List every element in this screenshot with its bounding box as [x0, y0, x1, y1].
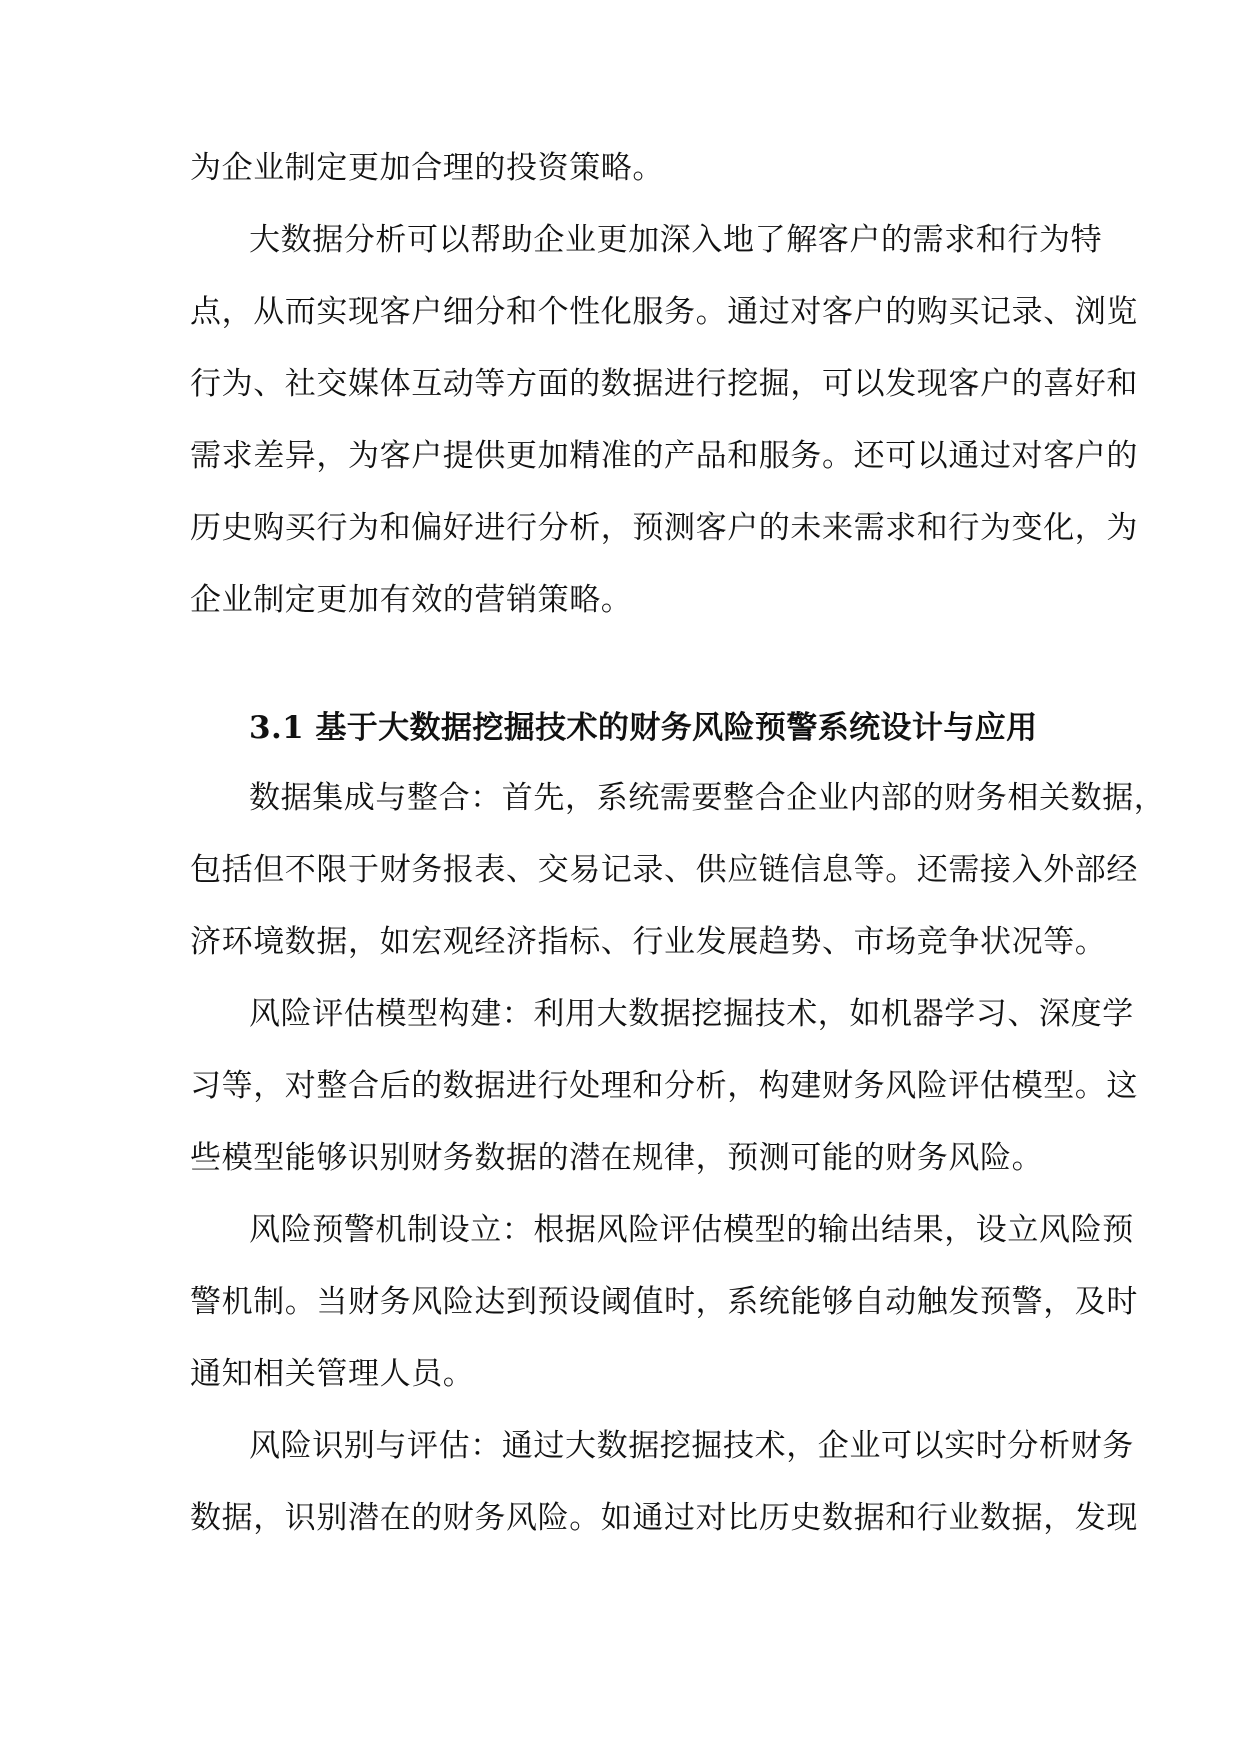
paragraph-line: 风险预警机制设立：根据风险评估模型的输出结果，设立风险预: [249, 1212, 1134, 1248]
paragraph-line: 风险识别与评估：通过大数据挖掘技术，企业可以实时分析财务: [249, 1428, 1134, 1464]
paragraph-line: 些模型能够识别财务数据的潜在规律，预测可能的财务风险。: [190, 1140, 1044, 1176]
paragraph-line: 通知相关管理人员。: [190, 1356, 475, 1392]
paragraph-line: 为企业制定更加合理的投资策略。: [190, 150, 664, 186]
paragraph-line: 行为、社交媒体互动等方面的数据进行挖掘，可以发现客户的喜好和: [190, 366, 1138, 402]
paragraph-line: 习等，对整合后的数据进行处理和分析，构建财务风险评估模型。这: [190, 1068, 1138, 1104]
paragraph-line: 企业制定更加有效的营销策略。: [190, 582, 633, 618]
section-heading: 3.1 基于大数据挖掘技术的财务风险预警系统设计与应用: [249, 710, 1038, 746]
paragraph-line: 警机制。当财务风险达到预设阈值时，系统能够自动触发预警，及时: [190, 1284, 1138, 1320]
paragraph-line: 包括但不限于财务报表、交易记录、供应链信息等。还需接入外部经: [190, 852, 1138, 888]
paragraph-line: 需求差异，为客户提供更加精准的产品和服务。还可以通过对客户的: [190, 438, 1138, 474]
paragraph-line: 风险评估模型构建：利用大数据挖掘技术，如机器学习、深度学: [249, 996, 1134, 1032]
paragraph-line: 数据，识别潜在的财务风险。如通过对比历史数据和行业数据，发现: [190, 1500, 1138, 1536]
paragraph-line: 历史购买行为和偏好进行分析，预测客户的未来需求和行为变化，为: [190, 510, 1138, 546]
paragraph-line: 点，从而实现客户细分和个性化服务。通过对客户的购买记录、浏览: [190, 294, 1138, 330]
paragraph-line: 济环境数据，如宏观经济指标、行业发展趋势、市场竞争状况等。: [190, 924, 1107, 960]
paragraph-line: 数据集成与整合：首先，系统需要整合企业内部的财务相关数据，: [249, 780, 1166, 816]
paragraph-line: 大数据分析可以帮助企业更加深入地了解客户的需求和行为特: [249, 222, 1103, 258]
